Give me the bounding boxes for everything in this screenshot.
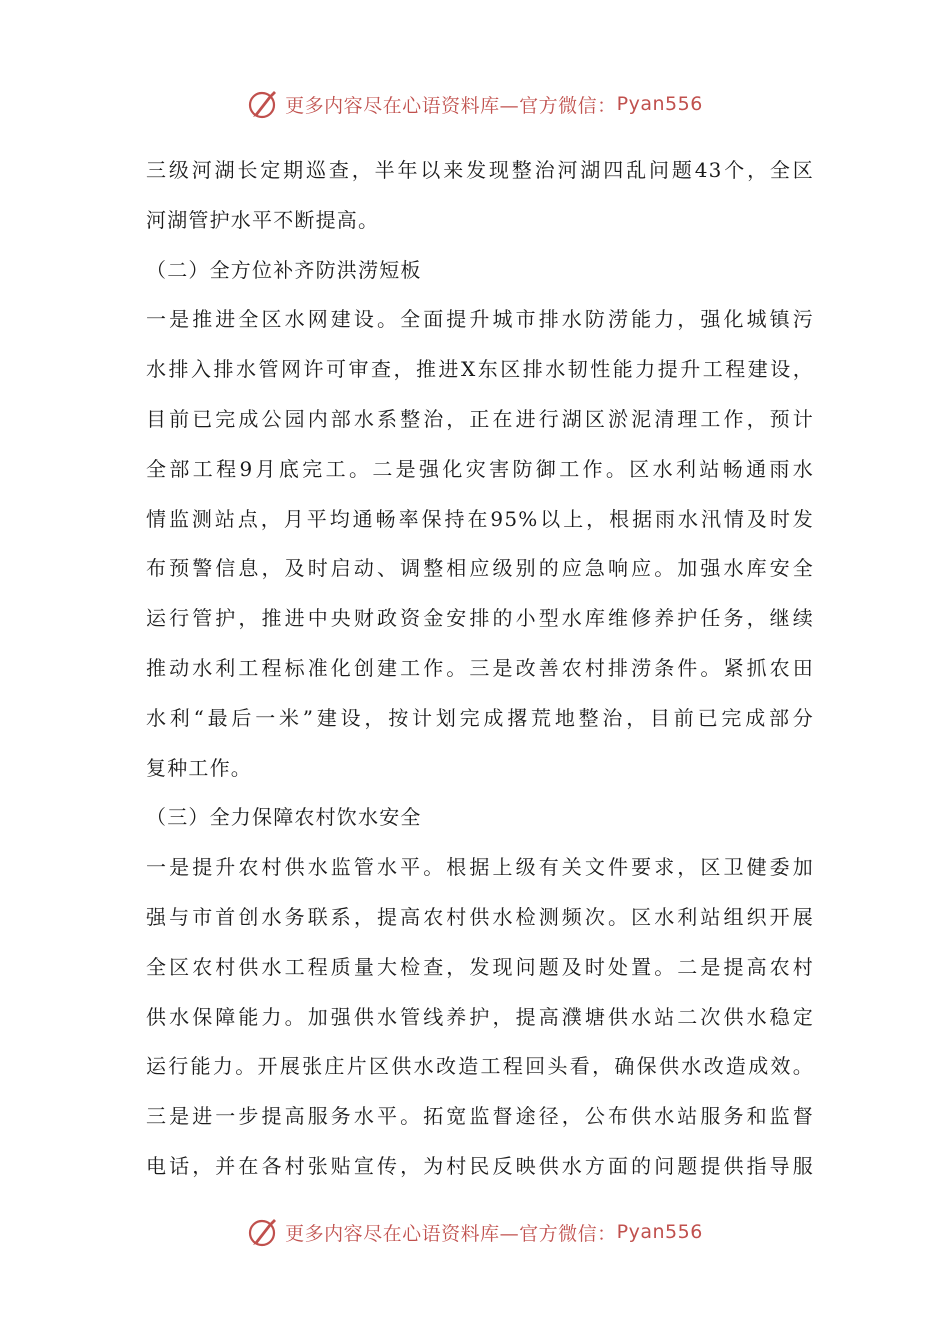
- text-line: 目前已完成公园内部水系整治，正在进行湖区淤泥清理工作，预计: [146, 406, 814, 431]
- watermark-text: 更多内容尽在心语资料库—官方微信：: [285, 1222, 617, 1245]
- document-body: [146, 146, 814, 1192]
- text-line: 强与市首创水务联系，提高农村供水检测频次。区水利站组织开展: [146, 904, 814, 929]
- watermark-text: 更多内容尽在心语资料库—官方微信：: [285, 94, 617, 117]
- text-line: 布预警信息，及时启动、调整相应级别的应急响应。加强水库安全: [146, 556, 814, 581]
- text-line: 水排入排水管网许可审查，推进X东区排水韧性能力提升工程建设，: [146, 357, 814, 382]
- text-line: 全部工程9月底完工。二是强化灾害防御工作。区水利站畅通雨水: [146, 456, 814, 481]
- text-line: 运行管护，推进中央财政资金安排的小型水库维修养护任务，继续: [146, 606, 814, 631]
- text-line: 电话，并在各村张贴宣传，为村民反映供水方面的问题提供指导服: [146, 1153, 814, 1178]
- watermark-wechat-id: Pyan556: [616, 1221, 703, 1243]
- watermark-header: [0, 84, 950, 124]
- text-line: 供水保障能力。加强供水管线养护，提高濮塘供水站二次供水稳定: [146, 1004, 814, 1029]
- section-heading: （三）全力保障农村饮水安全: [146, 805, 422, 830]
- watermark-footer: [0, 1212, 950, 1252]
- text-line: 三级河湖长定期巡查，半年以来发现整治河湖四乱问题43个，全区: [146, 158, 814, 182]
- text-line: 河湖管护水平不断提高。: [146, 207, 380, 232]
- text-line: 运行能力。开展张庄片区供水改造工程回头看，确保供水改造成效。: [146, 1054, 814, 1079]
- pen-logo-icon: [247, 1215, 281, 1249]
- text-line: 一是推进全区水网建设。全面提升城市排水防涝能力，强化城镇污: [146, 307, 814, 332]
- section-heading: （二）全方位补齐防洪涝短板: [146, 257, 422, 282]
- watermark-wechat-id: Pyan556: [616, 93, 703, 115]
- text-line: 全区农村供水工程质量大检查，发现问题及时处置。二是提高农村: [146, 954, 814, 979]
- text-line: 三是进一步提高服务水平。拓宽监督途径，公布供水站服务和监督: [146, 1104, 814, 1129]
- text-line: 情监测站点，月平均通畅率保持在95%以上，根据雨水汛情及时发: [146, 506, 814, 531]
- text-line: 一是提升农村供水监管水平。根据上级有关文件要求，区卫健委加: [146, 855, 814, 880]
- text-line: 水利“最后一米”建设，按计划完成撂荒地整治，目前已完成部分: [146, 705, 814, 730]
- text-line: 复种工作。: [146, 755, 252, 780]
- pen-logo-icon: [247, 87, 281, 121]
- text-line: 推动水利工程标准化创建工作。三是改善农村排涝条件。紧抓农田: [146, 655, 814, 680]
